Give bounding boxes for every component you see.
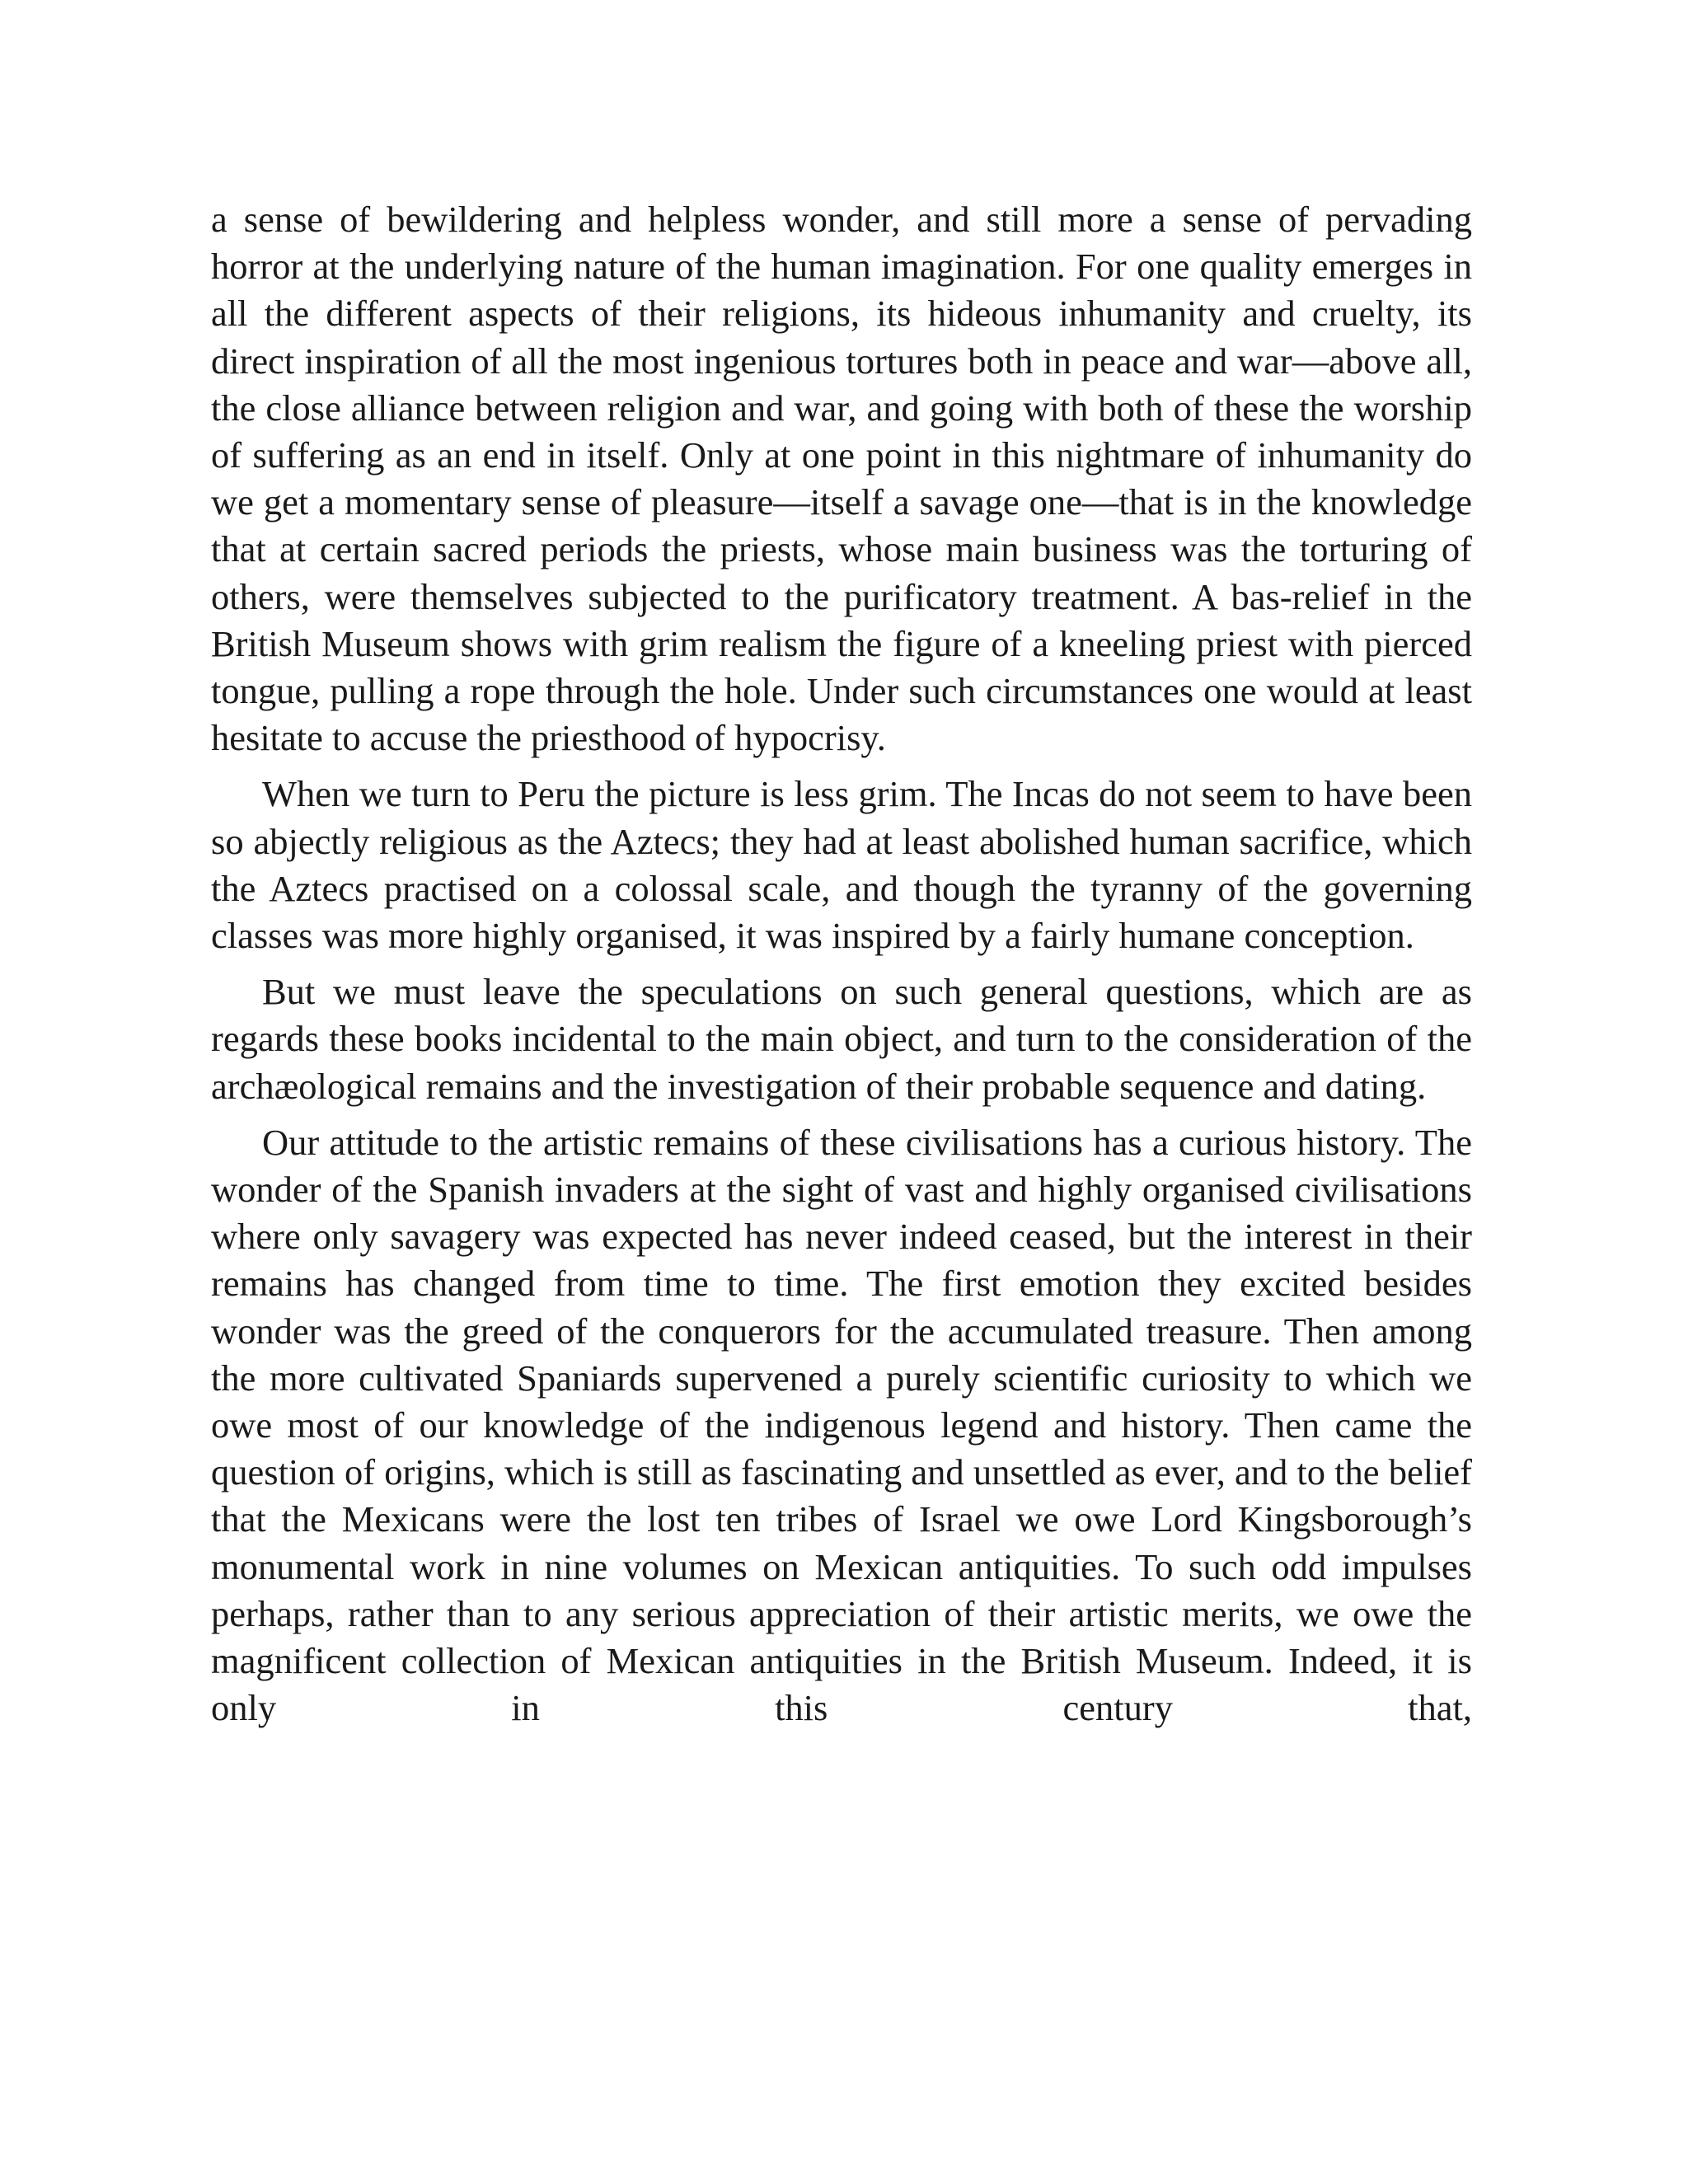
body-text — [211, 196, 1472, 1732]
paragraph-archaeological-remains: But we must leave the speculations on such general questions, which are as regards these books incidental to the main object, and turn to the consideration of the archæological remains and the investigation of their probable sequence and dating. — [211, 971, 1472, 1107]
paragraph-peru: When we turn to Peru the picture is less grim. The Incas do not seem to have been so abjectly religious as the Aztecs; they had at least abolished human sacrifice, which the Aztecs practised on a colossal scale, and though the tyranny of the governing classes was more highly organised, it was inspired by a fairly humane conception. — [211, 773, 1472, 957]
paragraph-continued-religion-horror: a sense of bewildering and helpless wonder, and still more a sense of pervading horror at the underlying nature of the human imagination. For one quality emerges in all the different aspects of their religions, its hideous inhumanity and cruelty, its direct inspiration of all the most ingenious tortures both in peace and war—above all, the close alliance between religion and war, and going with both of these the worship of suffering as an end in itself. Only at one point in this nightmare of inhumanity do we get a momentary sense of pleasure—itself a savage one—that is in the knowledge that at certain sacred periods the priests, whose main business was the torturing of others, were themselves subjected to the purificatory treatment. A bas-relief in the British Museum shows with grim realism the figure of a kneeling priest with pierced tongue, pulling a rope through the hole. Under such circumstances one would at least hesitate to accuse the priesthood of hypocrisy. — [211, 199, 1472, 759]
paragraph-artistic-remains-history: Our attitude to the artistic remains of these civilisations has a curious history. The wonder of the Spanish invaders at the sight of vast and highly organised civilisations where only savagery was expected has never indeed ceased, but the interest in their remains has changed from time to time. The first emotion they excited besides wonder was the greed of the conquerors for the accumulated treasure. Then among the more cultivated Spaniards supervened a purely scientific curiosity to which we owe most of our knowledge of the indigenous legend and history. Then came the question of origins, which is still as fascinating and unsettled as ever, and to the belief that the Mexicans were the lost ten tribes of Israel we owe Lord Kingsborough’s monumental work in nine volumes on Mexican antiquities. To such odd impulses perhaps, rather than to any serious appreciation of their artistic merits, we owe the magnificent collection of Mexican antiquities in the British Museum. Indeed, it is only in this century that, — [211, 1121, 1472, 1729]
